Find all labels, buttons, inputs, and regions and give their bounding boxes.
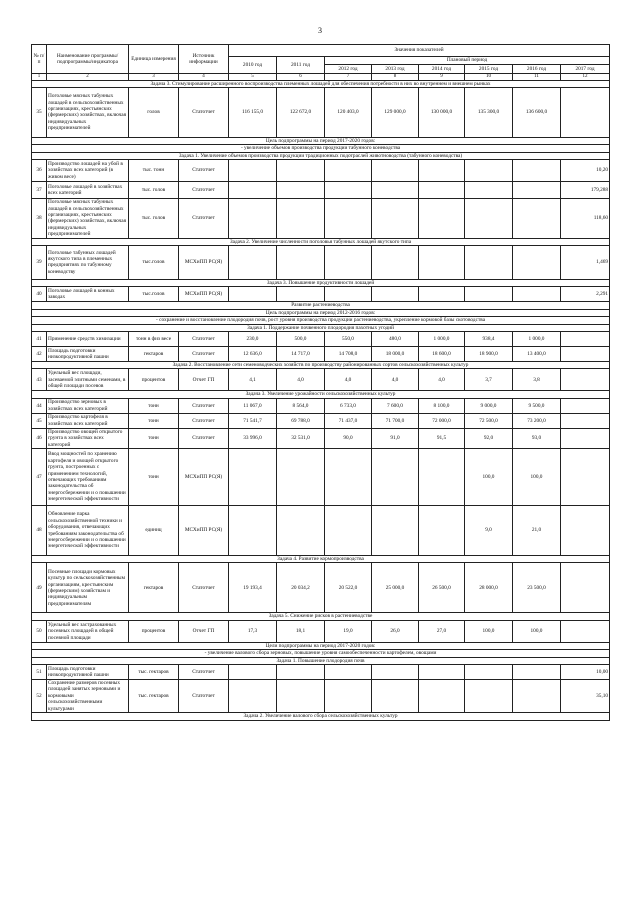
indicator-name: Ввод мощностей по хранению картофеля и овощей открытого грунта, построенных с применением технологий, отвечающих требованиям законодательства об энергосбережении и о повышении энергетической эффективности (47, 449, 129, 506)
value-cell (419, 182, 465, 199)
indicator-name: Сохранение размеров посевных площадей занятых зерновыми и кормовыми сельскохозяйственными культурами (47, 680, 129, 713)
value-cell: 1 000,0 (513, 332, 561, 347)
table-row (32, 428, 610, 448)
table-row (32, 563, 610, 613)
value-cell: 72 000,0 (419, 413, 465, 428)
row-number: 43 (32, 369, 47, 391)
value-cell (372, 506, 419, 556)
value-cell (513, 160, 561, 182)
column-number: 5 (229, 74, 277, 81)
header-year-2014: 2014 год (419, 65, 465, 74)
table-row (32, 182, 610, 199)
value-cell (465, 287, 513, 302)
section-title: Задача 2. Увеличение численности поголовья табунных лошадей якутского типа (32, 238, 610, 245)
value-cell (277, 680, 325, 713)
column-number: 10 (465, 74, 513, 81)
row-number: 44 (32, 398, 47, 413)
value-cell (372, 449, 419, 506)
value-cell (325, 506, 372, 556)
section-title: Задача 4. Развитие кормопроизводства (32, 556, 610, 563)
value-cell: 11 067,0 (229, 398, 277, 413)
value-cell (229, 160, 277, 182)
page-number: 3 (318, 26, 322, 35)
value-cell (372, 182, 419, 199)
value-cell: 19,0 (325, 620, 372, 642)
unit-cell: гектаров (129, 347, 179, 362)
value-cell: 7 600,0 (372, 398, 419, 413)
source-cell: МСХиПП РС(Я) (179, 449, 229, 506)
value-cell: 100,0 (513, 620, 561, 642)
value-cell (277, 160, 325, 182)
table-row (32, 680, 610, 713)
header-name: Наименование программы/подпрограммы/индикатора (47, 45, 129, 74)
source-cell: Статотчет (179, 413, 229, 428)
unit-cell: голов (129, 87, 179, 137)
value-cell: 19 193,4 (229, 563, 277, 613)
value-cell (277, 665, 325, 680)
row-number: 42 (32, 347, 47, 362)
column-number: 2 (47, 74, 129, 81)
section-title: Развитие растениеводства (32, 302, 610, 309)
value-cell: 21,0 (513, 506, 561, 556)
value-cell (419, 245, 465, 279)
value-cell: 12 636,0 (229, 347, 277, 362)
value-cell (561, 563, 610, 613)
value-cell: 480,0 (372, 332, 419, 347)
header-year-2017: 2017 год (561, 65, 610, 74)
value-cell: 69 788,0 (277, 413, 325, 428)
source-cell: Статотчет (179, 199, 229, 238)
table-row (32, 620, 610, 642)
value-cell: 100,0 (465, 620, 513, 642)
table-row (32, 369, 610, 391)
value-cell (465, 680, 513, 713)
value-cell: 92,0 (465, 428, 513, 448)
unit-cell: тонн (129, 428, 179, 448)
value-cell: 118,60 (561, 199, 610, 238)
value-cell: 71 541,7 (229, 413, 277, 428)
value-cell: 4,0 (277, 369, 325, 391)
value-cell (325, 182, 372, 199)
source-cell: Статотчет (179, 347, 229, 362)
value-cell (277, 199, 325, 238)
row-number: 38 (32, 199, 47, 238)
section-row (32, 324, 610, 331)
table-row (32, 245, 610, 279)
section-title: Цель подпрограммы на период 2017-2020 годов: (32, 137, 610, 144)
section-title: Задача 2. Восстановление сети семеноводческих хозяйств по производству районированных сортов сельскохозяйственных культур (32, 362, 610, 369)
value-cell: 73 200,0 (513, 413, 561, 428)
row-number: 36 (32, 160, 47, 182)
section-row (32, 317, 610, 324)
table-row (32, 332, 610, 347)
unit-cell: тыс.голов (129, 245, 179, 279)
row-number: 52 (32, 680, 47, 713)
value-cell (465, 160, 513, 182)
value-cell: 100,0 (465, 449, 513, 506)
source-cell: Статотчет (179, 87, 229, 137)
section-row (32, 362, 610, 369)
section-title: Задача 3. Повышение продуктивности лошадей (32, 279, 610, 286)
value-cell (561, 347, 610, 362)
value-cell: 25 000,0 (372, 563, 419, 613)
value-cell (229, 665, 277, 680)
value-cell (419, 449, 465, 506)
value-cell: 18 000,0 (372, 347, 419, 362)
value-cell: 500,0 (277, 332, 325, 347)
value-cell: 4,0 (372, 369, 419, 391)
value-cell (325, 665, 372, 680)
section-title: Задача 5. Снижение рисков в растениеводстве (32, 613, 610, 620)
value-cell: 32 531,0 (277, 428, 325, 448)
table-row (32, 87, 610, 137)
unit-cell: процентов (129, 620, 179, 642)
value-cell: 550,0 (325, 332, 372, 347)
value-cell (561, 87, 610, 137)
row-number: 45 (32, 413, 47, 428)
indicator-name: Поголовье лошадей в хозяйствах всех категорий (47, 182, 129, 199)
value-cell: 35,10 (561, 680, 610, 713)
indicator-name: Производство картофеля в хозяйствах всех категорий (47, 413, 129, 428)
section-row (32, 137, 610, 144)
indicator-name: Производство овощей открытого грунта в хозяйствах всех категорий (47, 428, 129, 448)
source-cell: Статотчет (179, 160, 229, 182)
source-cell: Статотчет (179, 665, 229, 680)
indicators-table (31, 44, 610, 721)
value-cell: 71 700,0 (372, 413, 419, 428)
source-cell: Отчет ГП (179, 620, 229, 642)
header-year-2011: 2011 год (277, 57, 325, 74)
row-number: 40 (32, 287, 47, 302)
value-cell: 2,291 (561, 287, 610, 302)
value-cell: 3,8 (513, 369, 561, 391)
value-cell (372, 287, 419, 302)
column-number: 12 (561, 74, 610, 81)
table-row (32, 449, 610, 506)
value-cell (229, 506, 277, 556)
section-row (32, 302, 610, 309)
indicator-name: Площадь подготовки низкопродуктивной пашни (47, 347, 129, 362)
source-cell: Статотчет (179, 398, 229, 413)
value-cell (419, 665, 465, 680)
value-cell: 136 600,0 (513, 87, 561, 137)
source-cell: МСХиПП РС(Я) (179, 506, 229, 556)
value-cell: 18,1 (277, 620, 325, 642)
table-row (32, 665, 610, 680)
section-row (32, 713, 610, 720)
value-cell: 9,0 (465, 506, 513, 556)
value-cell: 90,0 (325, 428, 372, 448)
value-cell: 10,20 (561, 160, 610, 182)
source-cell: Статотчет (179, 428, 229, 448)
value-cell: 10,00 (561, 665, 610, 680)
value-cell: 33 996,0 (229, 428, 277, 448)
value-cell (325, 680, 372, 713)
value-cell (325, 287, 372, 302)
table-row (32, 506, 610, 556)
value-cell (229, 287, 277, 302)
section-row (32, 145, 610, 152)
source-cell: Статотчет (179, 680, 229, 713)
section-title: Задача 2. Увеличение валового сбора сельскохозяйственных культур (32, 713, 610, 720)
value-cell: 1,469 (561, 245, 610, 279)
table-row (32, 413, 610, 428)
header-year-2015: 2015 год (465, 65, 513, 74)
section-row (32, 391, 610, 398)
unit-cell: тонн (129, 398, 179, 413)
value-cell (229, 680, 277, 713)
value-cell: 8 564,0 (277, 398, 325, 413)
section-row (32, 556, 610, 563)
header-source: Источник информации (179, 45, 229, 74)
unit-cell: тыс.голов (129, 287, 179, 302)
source-cell: Отчет ГП (179, 369, 229, 391)
value-cell: 9 500,0 (513, 398, 561, 413)
unit-cell: тыс. голов (129, 199, 179, 238)
value-cell: 17,3 (229, 620, 277, 642)
value-cell: 20 034,2 (277, 563, 325, 613)
unit-cell: гектаров (129, 563, 179, 613)
value-cell (325, 449, 372, 506)
column-number: 3 (129, 74, 179, 81)
value-cell (419, 160, 465, 182)
value-cell (277, 449, 325, 506)
row-number: 50 (32, 620, 47, 642)
section-row (32, 642, 610, 649)
value-cell (513, 182, 561, 199)
source-cell: Статотчет (179, 332, 229, 347)
value-cell: 230,0 (229, 332, 277, 347)
section-title: Задача 3. Увеличение урожайности сельскохозяйственных культур (32, 391, 610, 398)
value-cell (561, 449, 610, 506)
value-cell: 23 500,0 (513, 563, 561, 613)
row-number: 39 (32, 245, 47, 279)
value-cell (277, 182, 325, 199)
header-values: Значения показателей (229, 45, 610, 57)
header-year-2012: 2012 год (325, 65, 372, 74)
value-cell: 179,288 (561, 182, 610, 199)
value-cell (325, 245, 372, 279)
value-cell: 3,7 (465, 369, 513, 391)
value-cell: 14 717,0 (277, 347, 325, 362)
indicator-name: Производство лошадей на убой в хозяйствах всех категорий (в живом весе) (47, 160, 129, 182)
section-row (32, 238, 610, 245)
section-row (32, 279, 610, 286)
indicator-name: Удельный вес застрахованных посевных площадей в общей посевной площади (47, 620, 129, 642)
value-cell: 130 000,0 (419, 87, 465, 137)
value-cell (561, 428, 610, 448)
row-number: 47 (32, 449, 47, 506)
row-number: 46 (32, 428, 47, 448)
table-row (32, 398, 610, 413)
value-cell (372, 160, 419, 182)
value-cell: 14 708,0 (325, 347, 372, 362)
row-number: 48 (32, 506, 47, 556)
value-cell (325, 160, 372, 182)
header-unit: Единица измерения (129, 45, 179, 74)
value-cell: 27,0 (419, 620, 465, 642)
section-title: - сохранение и восстановление плодородия почв, рост уровня производства продукции растениеводства, укрепление кормовой базы скотоводства (32, 317, 610, 324)
value-cell (277, 287, 325, 302)
value-cell: 72 500,0 (465, 413, 513, 428)
value-cell (561, 332, 610, 347)
value-cell: 91,5 (419, 428, 465, 448)
value-cell (372, 680, 419, 713)
value-cell (465, 199, 513, 238)
section-title: Задача 1. Увеличение объемов производства продукции традиционных подотраслей животноводства (табунного коневодства) (32, 152, 610, 159)
table-row (32, 287, 610, 302)
header-num: № п/п (32, 45, 47, 74)
row-number: 49 (32, 563, 47, 613)
value-cell: 4,0 (419, 369, 465, 391)
value-cell (513, 287, 561, 302)
source-cell: Статотчет (179, 182, 229, 199)
value-cell (372, 199, 419, 238)
unit-cell: процентов (129, 369, 179, 391)
value-cell (561, 398, 610, 413)
value-cell (513, 665, 561, 680)
indicator-name: Поголовье лошадей в конных заводах (47, 287, 129, 302)
value-cell: 13 400,0 (513, 347, 561, 362)
value-cell (561, 506, 610, 556)
value-cell: 122 672,0 (277, 87, 325, 137)
value-cell (229, 182, 277, 199)
value-cell: 120 403,0 (325, 87, 372, 137)
unit-cell: тонн (129, 413, 179, 428)
value-cell: 129 000,0 (372, 87, 419, 137)
column-number: 9 (419, 74, 465, 81)
value-cell (513, 199, 561, 238)
header-year-2013: 2013 год (372, 65, 419, 74)
indicator-name: Посевные площади кормовых культур по сельскохозяйственным организациям, крестьянским (фермерским) хозяйствам и индивидуальным предпринимателям (47, 563, 129, 613)
value-cell: 9 000,0 (465, 398, 513, 413)
unit-cell: тыс. гектаров (129, 680, 179, 713)
value-cell (325, 199, 372, 238)
column-number: 4 (179, 74, 229, 81)
indicator-name: Поголовье мясных табунных лошадей в сельскохозяйственных организациях, крестьянских (фермерских) хозяйствах, включая индивидуальных предпринимателей (47, 87, 129, 137)
value-cell (465, 245, 513, 279)
value-cell (277, 506, 325, 556)
value-cell: 938,4 (465, 332, 513, 347)
section-row (32, 80, 610, 87)
section-row (32, 613, 610, 620)
value-cell: 100,0 (513, 449, 561, 506)
value-cell (561, 620, 610, 642)
value-cell (465, 182, 513, 199)
indicator-name: Производство зерновых в хозяйствах всех категорий (47, 398, 129, 413)
value-cell (229, 245, 277, 279)
value-cell (372, 665, 419, 680)
source-cell: МСХиПП РС(Я) (179, 287, 229, 302)
value-cell: 26 500,0 (419, 563, 465, 613)
value-cell: 6 733,0 (325, 398, 372, 413)
value-cell: 8 100,0 (419, 398, 465, 413)
row-number: 37 (32, 182, 47, 199)
section-title: Цель подпрограммы на период 2012-2016 годов: (32, 309, 610, 316)
section-row (32, 650, 610, 657)
column-number: 6 (277, 74, 325, 81)
table-row (32, 347, 610, 362)
unit-cell: единиц (129, 506, 179, 556)
section-title: Цели подпрограммы на период 2017-2020 годов: (32, 642, 610, 649)
value-cell: 4,0 (325, 369, 372, 391)
value-cell (372, 245, 419, 279)
value-cell: 71 437,0 (325, 413, 372, 428)
value-cell: 91,0 (372, 428, 419, 448)
indicator-name: Удельный вес площади, засеваемой элитными семенами, в общей площади посевов (47, 369, 129, 391)
section-title: Задача 1. Повышение плодородия почв (32, 657, 610, 664)
table-row (32, 160, 610, 182)
value-cell (419, 199, 465, 238)
unit-cell: тонн (129, 449, 179, 506)
value-cell (277, 245, 325, 279)
value-cell: 116 155,0 (229, 87, 277, 137)
value-cell (229, 449, 277, 506)
value-cell (465, 665, 513, 680)
section-title: - увеличение объемов производства продукции табунного коневодства (32, 145, 610, 152)
unit-cell: тонн в физ весе (129, 332, 179, 347)
header-planned: Плановый период (325, 57, 610, 65)
value-cell (419, 680, 465, 713)
column-number: 1 (32, 74, 47, 81)
value-cell (561, 413, 610, 428)
row-number: 51 (32, 665, 47, 680)
header-year-2016: 2016 год (513, 65, 561, 74)
section-row (32, 309, 610, 316)
indicator-name: Применение средств химизации (47, 332, 129, 347)
value-cell: 93,0 (513, 428, 561, 448)
value-cell: 4,1 (229, 369, 277, 391)
source-cell: МСХиПП РС(Я) (179, 245, 229, 279)
section-title: Задача 3. Стимулирование расширенного воспроизводства племенных лошадей для обеспечения потребности в них во внутреннем и внешнем рынках (32, 80, 610, 87)
column-number: 8 (372, 74, 419, 81)
source-cell: Статотчет (179, 563, 229, 613)
value-cell: 26,0 (372, 620, 419, 642)
value-cell (513, 680, 561, 713)
indicator-name: Обновление парка сельскохозяйственной техники и оборудования, отвечающих требованиям законодательства об энергосбережении и о повышении энергетической эффективности (47, 506, 129, 556)
section-row (32, 152, 610, 159)
value-cell (513, 245, 561, 279)
section-row (32, 657, 610, 664)
indicator-name: Площадь подготовки низкопродуктивной пашни (47, 665, 129, 680)
value-cell (229, 199, 277, 238)
value-cell: 18 900,0 (465, 347, 513, 362)
value-cell: 135 300,0 (465, 87, 513, 137)
row-number: 41 (32, 332, 47, 347)
table-row (32, 199, 610, 238)
row-number: 35 (32, 87, 47, 137)
indicator-name: Поголовье табунных лошадей якутского типа в племенных предприятиях по табунному коневодству (47, 245, 129, 279)
section-title: - увеличение валового сбора зерновых, повышение уровня самообеспеченности картофелем, овощами (32, 650, 610, 657)
unit-cell: тыс. голов (129, 182, 179, 199)
value-cell (561, 369, 610, 391)
value-cell: 28 000,0 (465, 563, 513, 613)
unit-cell: тыс. тонн (129, 160, 179, 182)
section-title: Задача 1. Поддержание почвенного плодородия пахотных угодий (32, 324, 610, 331)
column-number: 11 (513, 74, 561, 81)
unit-cell: тыс. гектаров (129, 665, 179, 680)
value-cell: 18 600,0 (419, 347, 465, 362)
value-cell: 20 522,0 (325, 563, 372, 613)
value-cell (419, 287, 465, 302)
indicator-name: Поголовье мясных табунных лошадей в сельскохозяйственных организациях, крестьянских (фермерских) хозяйствах, включая индивидуальных предпринимателей (47, 199, 129, 238)
value-cell (419, 506, 465, 556)
value-cell: 1 000,0 (419, 332, 465, 347)
column-number: 7 (325, 74, 372, 81)
header-year-2010: 2010 год (229, 57, 277, 74)
